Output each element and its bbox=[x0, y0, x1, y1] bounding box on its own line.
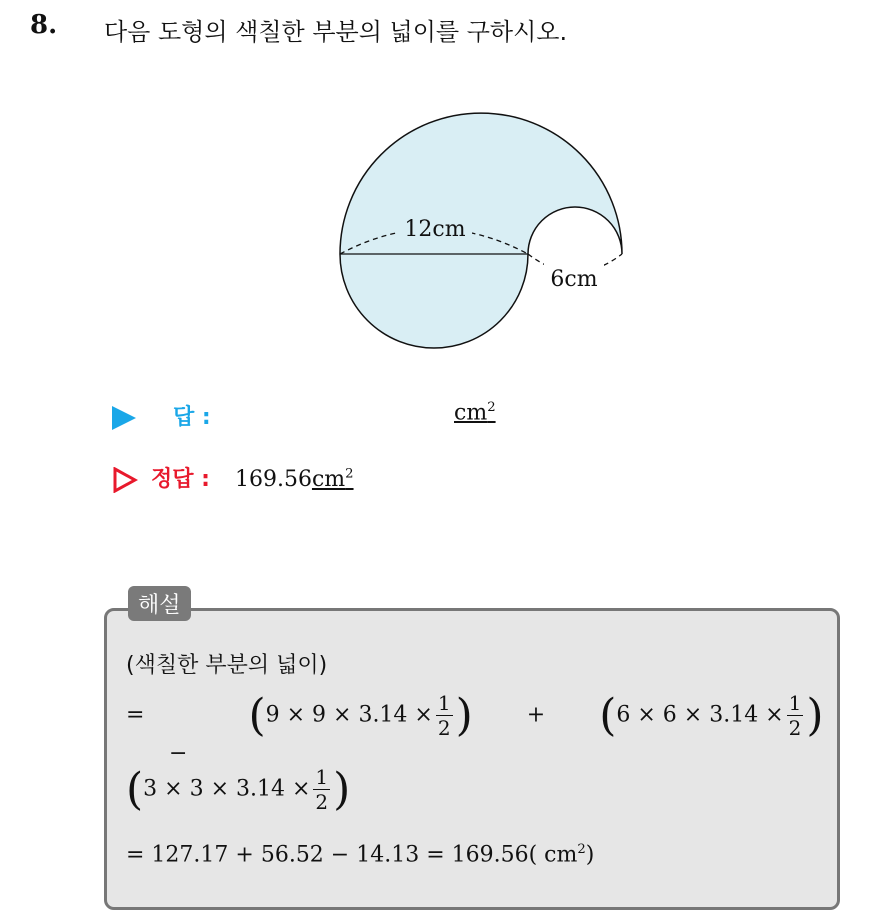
plus-sign: + bbox=[526, 702, 546, 728]
term-1: 9 × 9 × 3.14 × bbox=[265, 702, 433, 728]
solution-line-3: (3 × 3 × 3.14 × $\frac{1}{2}$ ) bbox=[126, 764, 351, 815]
correct-unit: $cm^2$ bbox=[311, 466, 354, 492]
fraction: $\frac{1}{2}$ bbox=[788, 691, 802, 740]
solution-result: = 127.17 + 56.52 − 14.13 = 169.56( $cm^2$) bbox=[126, 842, 595, 868]
answer-blank-unit[interactable]: $cm^2$ bbox=[454, 400, 496, 426]
term-3: 3 × 3 × 3.14 × bbox=[143, 776, 311, 802]
solution-tag: 해설 bbox=[128, 586, 191, 621]
answer-label: 답 : bbox=[173, 405, 211, 430]
play-icon bbox=[112, 406, 136, 430]
minus-sign: − bbox=[169, 741, 188, 766]
problem-number: 8. bbox=[30, 10, 58, 40]
fraction: $\frac{1}{2}$ bbox=[315, 765, 329, 814]
label-12cm: 12cm bbox=[404, 217, 466, 242]
fraction: $\frac{1}{2}$ bbox=[437, 691, 451, 740]
correct-answer-row bbox=[112, 462, 354, 493]
shaded-region bbox=[340, 113, 622, 348]
label-6cm: 6cm bbox=[550, 267, 598, 292]
term-2: 6 × 6 × 3.14 × bbox=[616, 702, 784, 728]
figure bbox=[320, 100, 640, 360]
equals-sign: = bbox=[126, 702, 145, 728]
correct-label: 정답 : bbox=[151, 467, 210, 492]
answer-row bbox=[112, 400, 211, 431]
outline-play-icon bbox=[112, 467, 138, 493]
solution-line-1: (색칠한 부분의 넓이) bbox=[126, 653, 328, 678]
solution-line-2: = (9 × 9 × 3.14 × $\frac{1}{2}$ ) + (6 × 6 × 3.14 × $\frac{1}{2}$ ) − bbox=[126, 690, 824, 766]
correct-value: 169.56 bbox=[234, 467, 312, 492]
problem-text: 다음 도형의 색칠한 부분의 넓이를 구하시오. bbox=[104, 18, 568, 46]
